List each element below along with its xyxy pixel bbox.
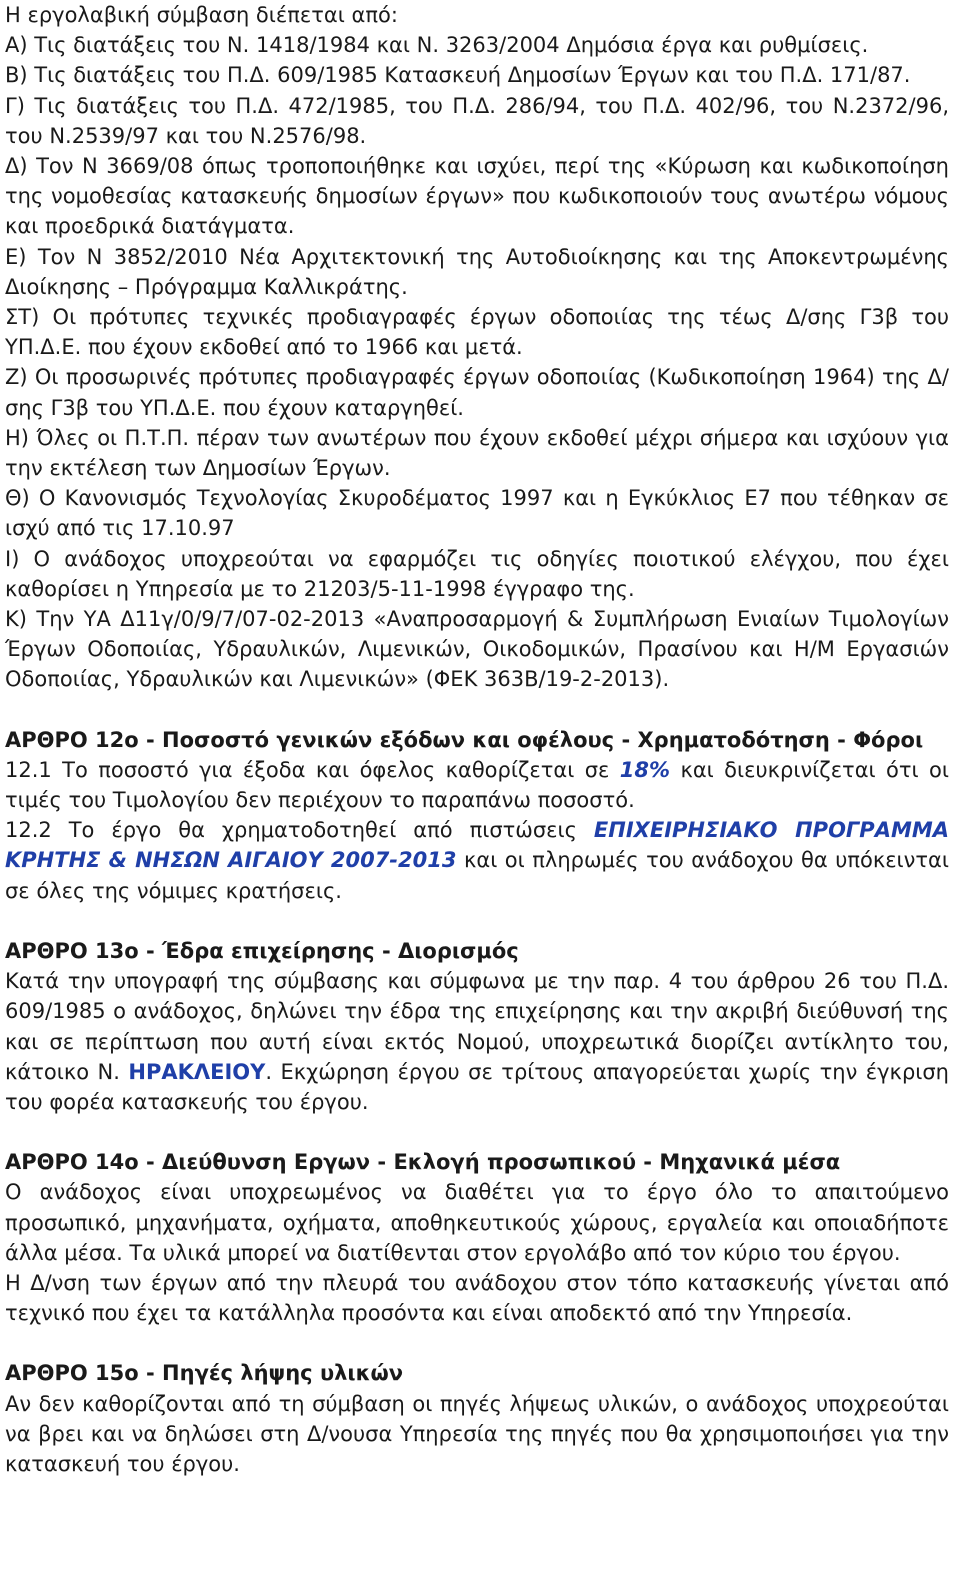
item-i: Ι) Ο ανάδοχος υποχρεούται να εφαρμόζει τις οδηγίες ποιοτικού ελέγχου, που έχει καθορίσει η Υπηρεσία με το 21203/5-11-1998 έγγραφο της. <box>5 546 949 601</box>
article-12-p1-text-b: και διευκρινίζεται ότι οι τιμές του Τιμολογίου δεν περιέχουν το παραπάνω ποσοστό. <box>5 757 949 813</box>
item-k: Κ) Την ΥΑ Δ11γ/0/9/7/07-02-2013 «Αναπροσαρμογή & Συμπλήρωση Ενιαίων Τιμολογίων Έργων Οδοποιίας, Υδραυλικών, Λιμενικών, Οικοδομικών, Πρασίνου και Η/Μ Εργασιών Οδοποιίας, Υδραυλικών και Λιμενικών» (ΦΕΚ 363Β/19-2-2013). <box>5 607 949 692</box>
article-12-p1-text-a: 12.1 Το ποσοστό για έξοδα και όφελος καθορίζεται σε <box>5 757 620 782</box>
section-gap <box>5 906 949 936</box>
item-z: Ζ) Οι προσωρινές πρότυπες προδιαγραφές έργων οδοποιίας (Κωδικοποίηση 1964) της Δ/σης Γ3β του ΥΠ.Δ.Ε. που έχουν καταργηθεί. <box>5 365 949 420</box>
item-h: Η) Όλες οι Π.Τ.Π. πέραν των ανωτέρων που έχουν εκδοθεί μέχρι σήμερα και ισχύουν για την εκτέλεση των Δημοσίων Έργων. <box>5 425 949 481</box>
article-12-paragraph-1 <box>5 755 949 815</box>
article-12-paragraph-2 <box>5 815 949 906</box>
section-gap <box>5 1117 949 1147</box>
item-st: ΣΤ) Οι πρότυπες τεχνικές προδιαγραφές έργων οδοποιίας της τέως Δ/σης Γ3β του ΥΠ.Δ.Ε. που έχουν εκδοθεί από το 1966 και μετά. <box>5 305 949 360</box>
article-13-title: ΑΡΘΡΟ 13ο - Έδρα επιχείρησης - Διορισμός <box>5 938 519 963</box>
funding-program: ΕΠΙΧΕΙΡΗΣΙΑΚΟ ΠΡΟΓΡΑΜΜΑ ΚΡΗΤΗΣ & ΝΗΣΩΝ ΑΙΓΑΙΟΥ 2007-2013 <box>5 818 949 873</box>
item-c: Γ) Τις διατάξεις του Π.Δ. 472/1985, του Π.Δ. 286/94, του Π.Δ. 402/96, του Ν.2372/96, του Ν.2539/97 και του Ν.2576/98. <box>5 93 949 148</box>
article-12-p2-text-b: και οι πληρωμές του ανάδοχου θα υπόκεινται σε όλες της νόμιμες κρατήσεις. <box>5 848 949 903</box>
article-13-paragraph-1 <box>5 966 949 1117</box>
article-14-title: ΑΡΘΡΟ 14ο - Διεύθυνση Εργων - Εκλογή προσωπικού - Μηχανικά μέσα <box>5 1150 841 1175</box>
item-th: Θ) Ο Κανονισμός Τεχνολογίας Σκυροδέματος 1997 και η Εγκύκλιος Ε7 που τέθηκαν σε ισχύ από τις 17.10.97 <box>5 486 949 541</box>
item-b: Β) Τις διατάξεις του Π.Δ. 609/1985 Κατασκευή Δημοσίων Έργων και του Π.Δ. 171/87. <box>5 63 911 88</box>
article-15-title: ΑΡΘΡΟ 15ο - Πηγές λήψης υλικών <box>5 1361 404 1386</box>
prefecture-name: ΗΡΑΚΛΕΙΟΥ <box>128 1059 266 1084</box>
article-13-p1-text-b: . Εκχώρηση έργου σε τρίτους απαγορεύεται χωρίς την έγκριση του φορέα κατασκευής του έργου. <box>5 1059 949 1114</box>
article-15-paragraph-1: Αν δεν καθορίζονται από τη σύμβαση οι πηγές λήψεως υλικών, ο ανάδοχος υποχρεούται να βρει και να δηλώσει στη Δ/νουσα Υπηρεσία της πηγές που θα χρησιμοποιήσει για την κατασκευή του έργου. <box>5 1391 949 1476</box>
article-12-title: ΑΡΘΡΟ 12ο - Ποσοστό γενικών εξόδων και οφέλους - Χρηματοδότηση - Φόροι <box>5 727 924 752</box>
article-12-p2-text-a: 12.2 Το έργο θα χρηματοδοτηθεί από πιστώσεις <box>5 818 594 843</box>
intro-line: Η εργολαβική σύμβαση διέπεται από: <box>5 3 398 27</box>
item-d: Δ) Τον Ν 3669/08 όπως τροποποιήθηκε και ισχύει, περί της «Κύρωση και κωδικοποίηση της νομοθεσίας κατασκευής δημοσίων έργων» που κωδικοποιούν τους ανωτέρω νόμους και προεδρικά διατάγματα. <box>5 154 949 239</box>
article-14-paragraph-2: Η Δ/νση των έργων από την πλευρά του ανάδοχου στον τόπο κατασκευής γίνεται από τεχνικό που έχει τα κατάλληλα προσόντα και είναι αποδεκτό από την Υπηρεσία. <box>5 1270 949 1326</box>
section-gap <box>5 695 949 725</box>
item-a: Α) Τις διατάξεις του Ν. 1418/1984 και Ν. 3263/2004 Δημόσια έργα και ρυθμίσεις. <box>5 33 869 58</box>
item-e: Ε) Τον Ν 3852/2010 Νέα Αρχιτεκτονική της Αυτοδιοίκησης και της Αποκεντρωμένης Διοίκησης – Πρόγραμμα Καλλικράτης. <box>5 244 949 299</box>
section-gap <box>5 1328 949 1358</box>
article-14-paragraph-1: Ο ανάδοχος είναι υποχρεωμένος να διαθέτει για το έργο όλο το απαιτούμενο προσωπικό, μηχανήματα, οχήματα, αποθηκευτικούς χώρους, εργαλεία και οποιαδήποτε άλλα μέσα. Τα υλικά μπορεί να διατίθενται στον εργολάβο από τον κύριο του έργου. <box>5 1180 949 1265</box>
overhead-percentage: 18% <box>619 757 671 782</box>
article-13-p1-text-a: Κατά την υπογραφή της σύμβασης και σύμφωνα με την παρ. 4 του άρθρου 26 του Π.Δ. 609/1985 ο ανάδοχος, δηλώνει την έδρα της επιχείρησης και την ακριβή διεύθυνσή της και σε περίπτωση που αυτή είναι εκτός Νομού, υποχρεωτικά διορίζει αντίκλητο του, κάτοικο Ν. <box>5 969 949 1084</box>
